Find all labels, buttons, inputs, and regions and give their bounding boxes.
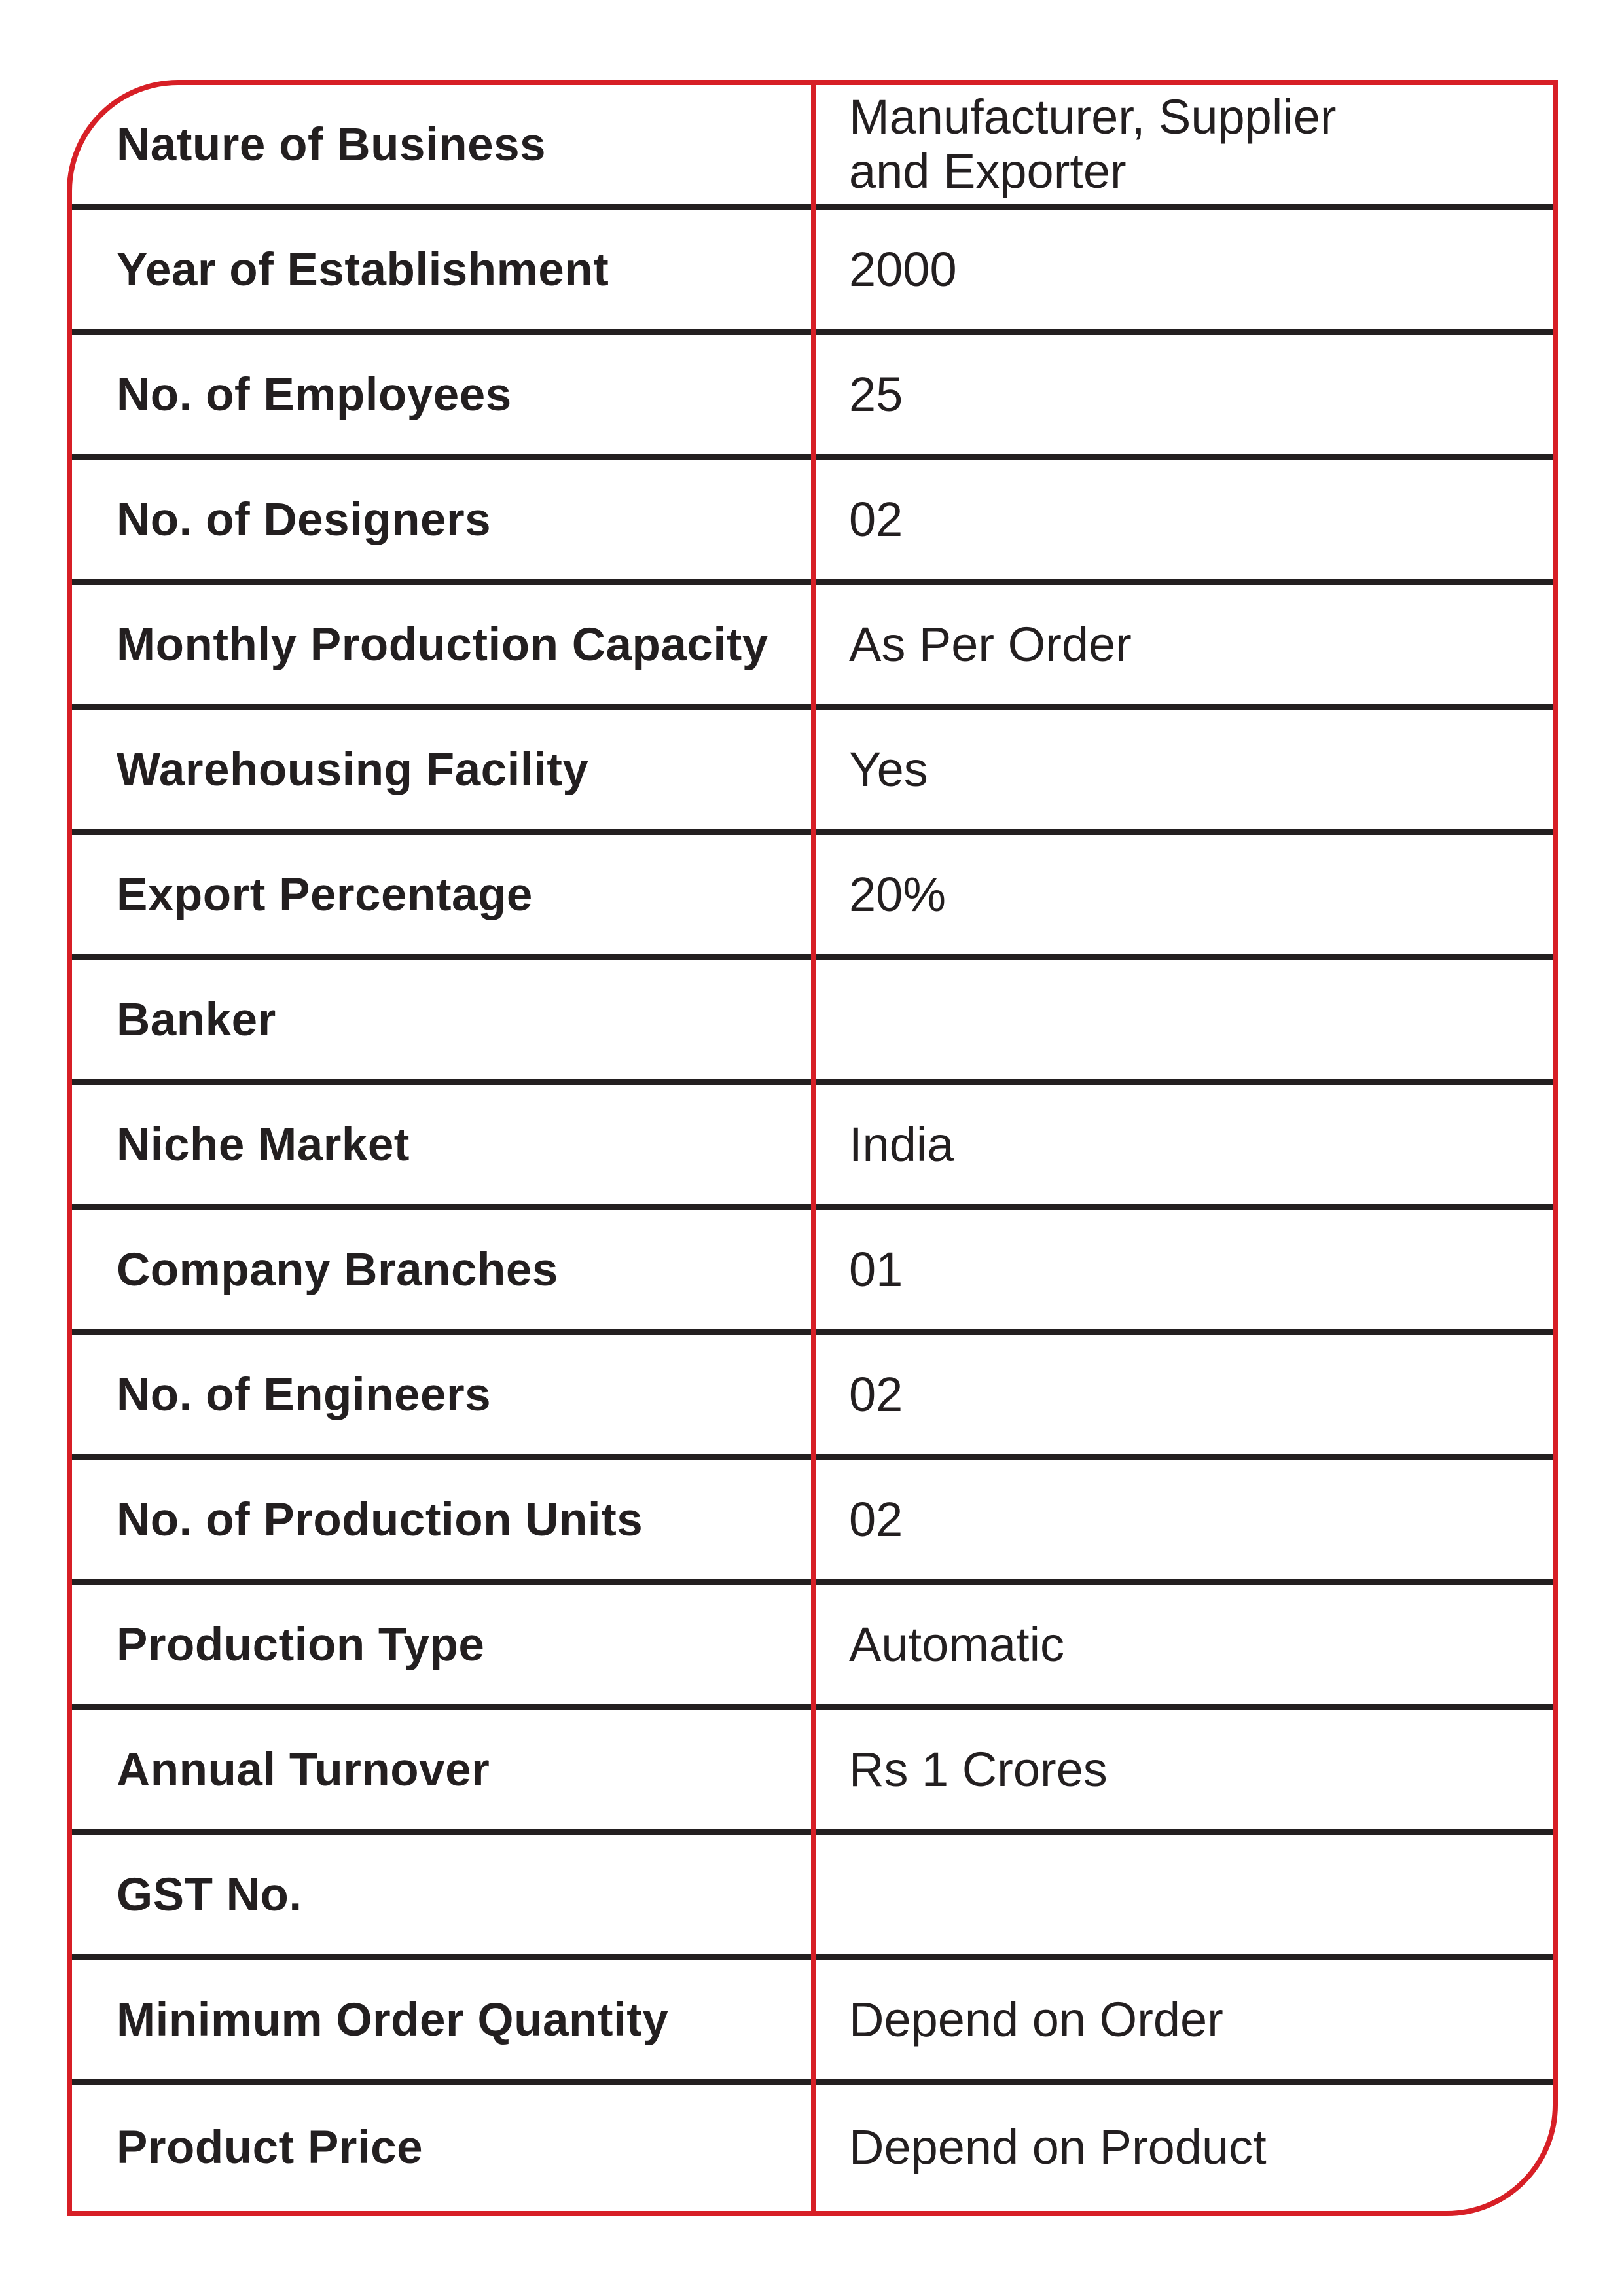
row-value: Depend on Product: [849, 2120, 1267, 2175]
row-label: No. of Production Units: [117, 1494, 643, 1546]
row-label: Monthly Production Capacity: [117, 619, 768, 671]
row-label: Niche Market: [117, 1119, 410, 1171]
row-label: No. of Engineers: [117, 1369, 492, 1421]
row-label: Nature of Business: [117, 118, 547, 171]
row-value: [811, 960, 1553, 1079]
row-value: 02: [849, 492, 903, 547]
row-value: India: [849, 1117, 954, 1172]
row-label: Minimum Order Quantity: [117, 1994, 669, 2046]
row-value: 25: [849, 367, 903, 422]
row-label: GST No.: [117, 1869, 302, 1921]
row-value: Rs 1 Crores: [849, 1742, 1108, 1797]
row-value: 2000: [849, 242, 957, 296]
row-value: [811, 1835, 1553, 1954]
company-info-card: [67, 80, 1558, 2216]
row-value: 20%: [849, 867, 947, 922]
row-value: Yes: [849, 742, 928, 797]
row-label: Production Type: [117, 1619, 485, 1671]
row-label: No. of Employees: [117, 368, 512, 421]
row-label: Year of Establishment: [117, 243, 609, 296]
row-label: Export Percentage: [117, 869, 533, 921]
row-label: No. of Designers: [117, 493, 492, 546]
row-label: Product Price: [117, 2122, 424, 2174]
row-label: Banker: [117, 994, 276, 1046]
column-divider: [811, 85, 816, 2211]
row-label: Warehousing Facility: [117, 744, 589, 796]
row-label: Company Branches: [117, 1244, 558, 1296]
row-value: As Per Order: [849, 617, 1132, 672]
row-value: Manufacturer, Supplier and Exporter: [849, 90, 1337, 198]
row-label: Annual Turnover: [117, 1744, 490, 1796]
row-value: 01: [849, 1242, 903, 1297]
row-value: 02: [849, 1367, 903, 1422]
row-value: Automatic: [849, 1617, 1065, 1672]
row-value: 02: [849, 1492, 903, 1547]
row-value: Depend on Order: [849, 1992, 1223, 2047]
